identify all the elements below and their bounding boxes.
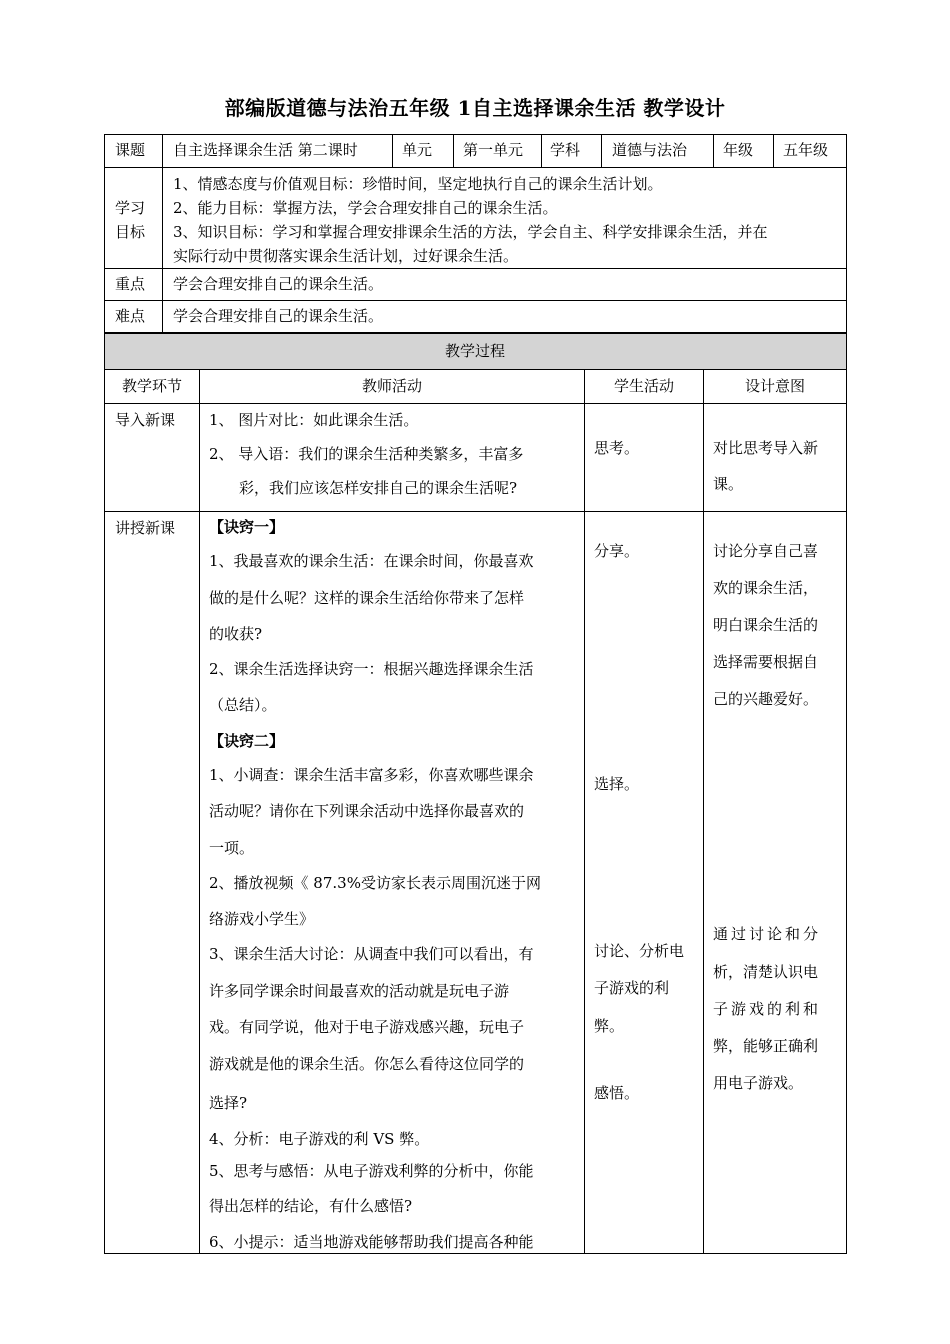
table-border [104, 403, 847, 404]
lesson-teacher-line: 许多同学课余时间最喜欢的活动就是玩电子游 [209, 982, 510, 1000]
lesson-student-line: 弊。 [594, 1017, 625, 1035]
unit-value: 第一单元 [463, 141, 524, 159]
intro-student: 思考。 [594, 439, 640, 457]
lesson-intent-b-line: 析，清楚认识电 [713, 963, 819, 981]
column-header-stage: 教学环节 [121, 377, 182, 395]
lesson-teacher-line: 【诀窍二】 [209, 732, 285, 750]
lesson-student-line: 分享。 [594, 542, 640, 560]
subject-label: 学科 [550, 141, 581, 159]
intro-teacher-line: 彩，我们应该怎样安排自己的课余生活呢? [239, 479, 518, 497]
table-border [104, 369, 847, 370]
table-border [713, 134, 714, 168]
difficulty-label: 难点 [115, 307, 146, 325]
table-border [773, 134, 774, 168]
intro-teacher-line: 1、 图片对比：如此课余生活。 [209, 411, 419, 429]
document-title: 部编版道德与法治五年级 1自主选择课余生活 教学设计 [224, 96, 726, 120]
lesson-student-line: 子游戏的利 [594, 979, 670, 997]
lesson-teacher-line: 1、我最喜欢的课余生活：在课余时间，你最喜欢 [209, 552, 534, 570]
lesson-student-line: 感悟。 [594, 1084, 640, 1102]
intro-stage: 导入新课 [115, 411, 176, 429]
lesson-student-line: 讨论、分析电 [594, 942, 685, 960]
table-border [104, 134, 847, 135]
key-point-value: 学会合理安排自己的课余生活。 [173, 275, 384, 293]
lesson-teacher-line: 1、小调查：课余生活丰富多彩，你喜欢哪些课余 [209, 766, 534, 784]
lesson-teacher-line: 2、播放视频《 87.3%受访家长表示周围沉迷于网 [209, 874, 541, 892]
lesson-intent-b-line: 子游戏的利和 [713, 1000, 822, 1018]
column-header-student: 学生活动 [613, 377, 674, 395]
intro-teacher-line: 2、 导入语：我们的课余生活种类繁多，丰富多 [209, 445, 524, 463]
lesson-intent-a-line: 明白课余生活的 [713, 616, 819, 634]
lesson-teacher-line: 2、课余生活选择诀窍一：根据兴趣选择课余生活 [209, 660, 534, 678]
table-border [846, 134, 847, 1254]
table-border [104, 300, 847, 301]
objective-line: 2、能力目标：掌握方法，学会合理安排自己的课余生活。 [173, 199, 558, 217]
lesson-intent-b-line: 弊，能够正确利 [713, 1037, 819, 1055]
lesson-intent-a-line: 己的兴趣爱好。 [713, 690, 819, 708]
lesson-teacher-line: 6、小提示：适当地游戏能够帮助我们提高各种能 [209, 1233, 534, 1251]
lesson-intent-b-line: 通过讨论和分 [713, 925, 822, 943]
key-point-label: 重点 [115, 275, 146, 293]
lesson-teacher-line: 5、思考与感悟：从电子游戏利弊的分析中，你能 [209, 1162, 534, 1180]
grade-label: 年级 [723, 141, 754, 159]
table-border [104, 134, 105, 1254]
lesson-teacher-line: 的收获? [209, 625, 263, 643]
lesson-teacher-line: 3、课余生活大讨论：从调查中我们可以看出，有 [209, 945, 534, 963]
intro-intent-line: 对比思考导入新 [713, 439, 819, 457]
objectives-label: 目标 [115, 223, 146, 241]
table-border [104, 268, 847, 269]
lesson-teacher-line: 做的是什么呢？这样的课余生活给你带来了怎样 [209, 589, 525, 607]
table-border [104, 511, 847, 512]
intro-intent-line: 课。 [713, 475, 744, 493]
column-header-teacher: 教师活动 [361, 377, 422, 395]
lesson-teacher-line: （总结）。 [209, 696, 277, 714]
table-border [104, 332, 847, 334]
table-border [104, 167, 847, 168]
lesson-teacher-line: 4、分析：电子游戏的利 VS 弊。 [209, 1130, 430, 1148]
difficulty-value: 学会合理安排自己的课余生活。 [173, 307, 384, 325]
lesson-teacher-line: 游戏就是他的课余生活。你怎么看待这位同学的 [209, 1055, 525, 1073]
table-border [162, 134, 163, 333]
lesson-intent-a-line: 欢的课余生活， [713, 579, 819, 597]
column-header-intent: 设计意图 [744, 377, 805, 395]
grade-value: 五年级 [783, 141, 829, 159]
table-border [541, 134, 542, 168]
table-border [601, 134, 602, 168]
subject-value: 道德与法治 [612, 141, 688, 159]
lesson-teacher-line: 【诀窍一】 [209, 518, 285, 536]
lesson-teacher-line: 一项。 [209, 839, 255, 857]
topic-value: 自主选择课余生活 第二课时 [173, 141, 358, 159]
table-border [453, 134, 454, 168]
objective-line: 3、知识目标：学习和掌握合理安排课余生活的方法，学会自主、科学安排课余生活，并在 [173, 223, 768, 241]
table-border [703, 369, 704, 1254]
lesson-stage: 讲授新课 [115, 519, 176, 537]
objective-line: 1、情感态度与价值观目标：珍惜时间，坚定地执行自己的课余生活计划。 [173, 175, 663, 193]
objectives-label: 学习 [115, 199, 146, 217]
lesson-teacher-line: 活动呢？请你在下列课余活动中选择你最喜欢的 [209, 802, 525, 820]
lesson-teacher-line: 络游戏小学生》 [209, 910, 315, 928]
objective-line: 实际行动中贯彻落实课余生活计划，过好课余生活。 [173, 247, 519, 265]
lesson-teacher-line: 得出怎样的结论，有什么感悟? [209, 1197, 413, 1215]
lesson-intent-a-line: 讨论分享自己喜 [713, 542, 819, 560]
lesson-intent-a-line: 选择需要根据自 [713, 653, 819, 671]
lesson-student-line: 选择。 [594, 775, 640, 793]
topic-label: 课题 [115, 141, 146, 159]
unit-label: 单元 [402, 141, 433, 159]
table-border [104, 1253, 847, 1254]
process-header: 教学过程 [444, 342, 505, 360]
lesson-teacher-line: 戏。有同学说，他对于电子游戏感兴趣，玩电子 [209, 1018, 525, 1036]
table-border [199, 369, 200, 1254]
table-border [584, 369, 585, 1254]
lesson-teacher-line: 选择? [209, 1094, 248, 1112]
table-border [392, 134, 393, 168]
lesson-intent-b-line: 用电子游戏。 [713, 1074, 804, 1092]
